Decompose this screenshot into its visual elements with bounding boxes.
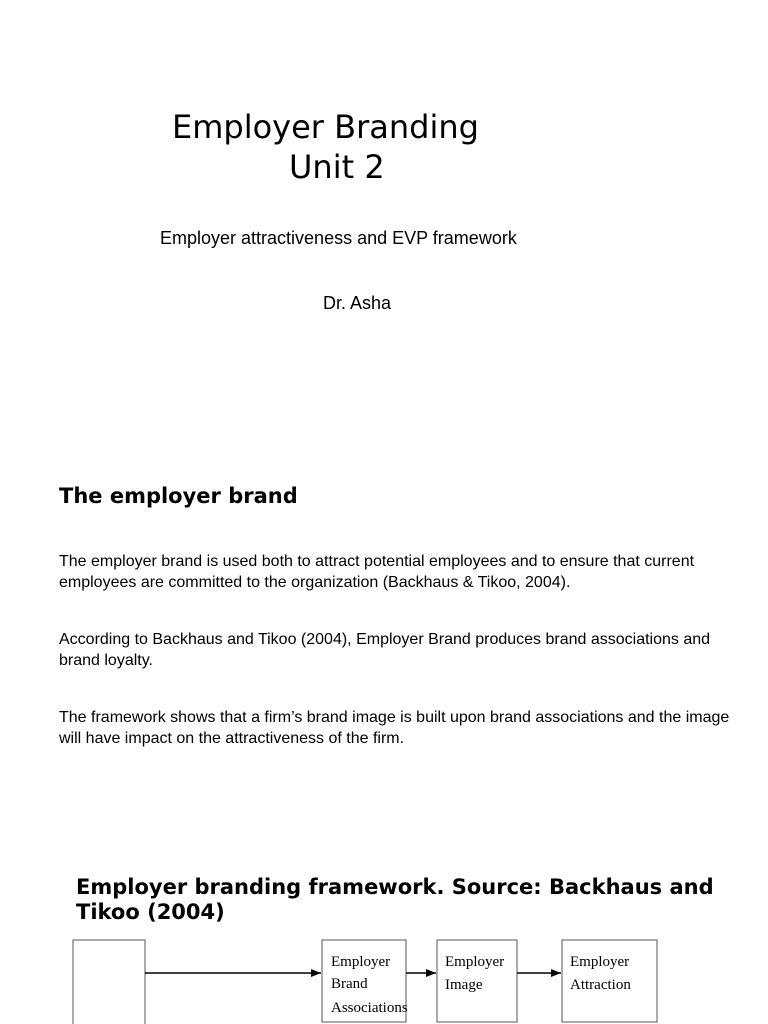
title-line-1: Employer Branding xyxy=(172,108,479,146)
subtitle: Employer attractiveness and EVP framework xyxy=(160,228,517,248)
box1-line3: Associations xyxy=(331,1000,408,1016)
left-box xyxy=(73,940,145,1024)
box1-line2: Brand xyxy=(331,976,368,992)
box1-line1: Employer xyxy=(331,954,391,970)
box2-line1: Employer xyxy=(445,954,505,970)
paragraph-3: The framework shows that a firm’s brand image is built upon brand associations and the image will have impact on the attractiveness of the firm. xyxy=(59,709,730,747)
paragraph-1: The employer brand is used both to attract potential employees and to ensure that current employees are committed to the organization (Backhaus & Tikoo, 2004). xyxy=(59,553,695,591)
author: Dr. Asha xyxy=(323,293,392,313)
box3-line2: Attraction xyxy=(570,977,631,993)
box3-line1: Employer xyxy=(570,954,630,970)
paragraph-2: According to Backhaus and Tikoo (2004), Employer Brand produces brand associations and brand loyalty. xyxy=(59,631,711,669)
title-line-2: Unit 2 xyxy=(289,148,385,186)
figure-heading: Employer branding framework. Source: Backhaus and Tikoo (2004) xyxy=(76,875,714,924)
section-heading: The employer brand xyxy=(59,484,298,508)
box2-line2: Image xyxy=(445,977,483,993)
framework-diagram xyxy=(72,936,672,1024)
